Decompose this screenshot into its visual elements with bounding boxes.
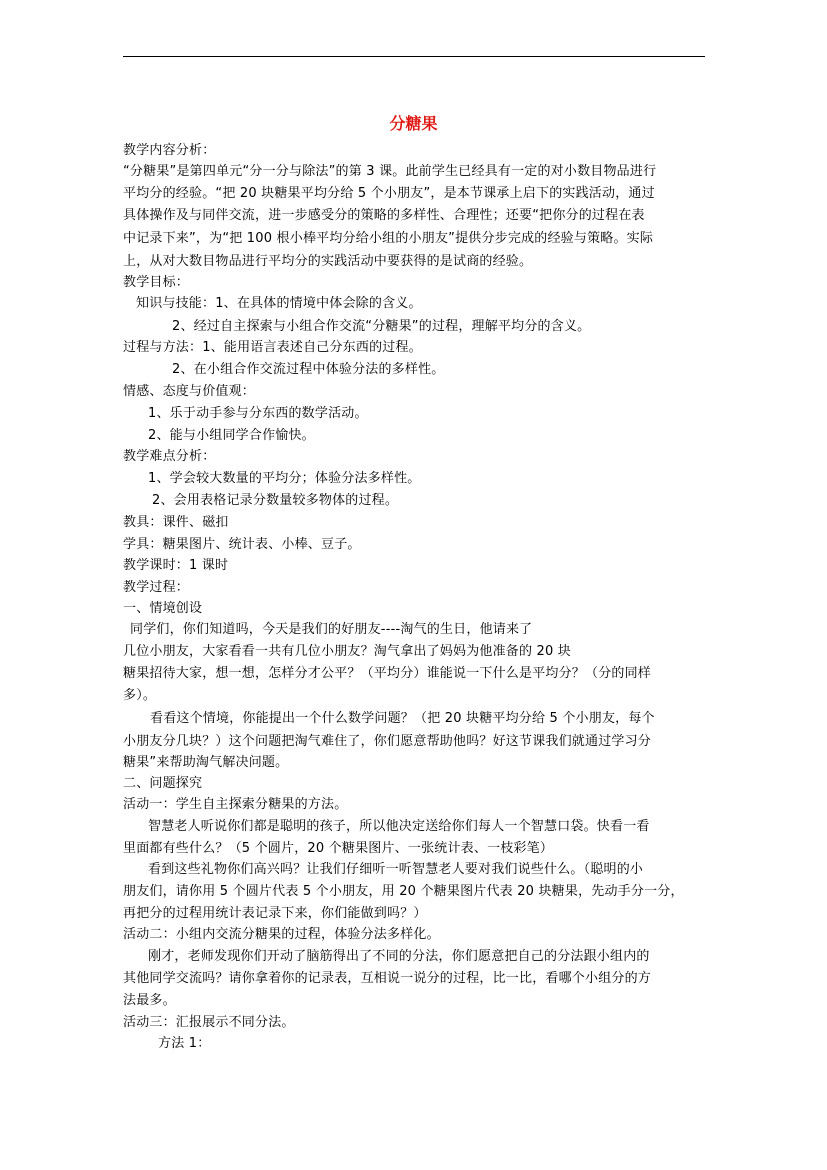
text-line: 糖果招待大家，想一想，怎样分才公平？（平均分）谁能说一下什么是平均分？（分的同样 — [123, 666, 652, 681]
text-line: 朋友们，请你用 5 个圆片代表 5 个小朋友，用 20 个糖果图片代表 20 块糖果，先动手分一分， — [123, 884, 684, 899]
text-line: 活动三：汇报展示不同分法。 — [123, 1015, 295, 1030]
text-line: 平均分的经验。“把 20 块糖果平均分给 5 个小朋友”，是本节课承上启下的实践活动，通过 — [123, 186, 655, 201]
text-line: 其他同学交流吗？请你拿着你的记录表，互相说一说分的过程，比一比，看哪个小组分的方 — [123, 971, 652, 986]
text-line: 情感、态度与价值观： — [123, 384, 256, 399]
text-line: 教学难点分析： — [123, 449, 216, 464]
text-line: 教学课时：1 课时 — [123, 558, 229, 573]
text-line: 法最多。 — [123, 993, 176, 1008]
text-line: 具体操作及与同伴交流，进一步感受分的策略的多样性、合理性；还要“把你分的过程在表 — [123, 208, 645, 223]
text-line: 教学目标： — [123, 275, 190, 290]
text-line: 2、在小组合作交流过程中体验分法的多样性。 — [172, 362, 445, 377]
text-line: 1、学会较大数量的平均分；体验分法多样性。 — [148, 471, 421, 486]
text-line: 教学过程： — [123, 580, 190, 595]
text-line: 1、乐于动手参与分东西的数学活动。 — [148, 406, 368, 421]
text-line: 上，从对大数目物品进行平均分的实践活动中要获得的是试商的经验。 — [123, 254, 533, 269]
text-line: 活动二：小组内交流分糖果的过程，体验分法多样化。 — [123, 927, 440, 942]
text-line: 多）。 — [123, 688, 157, 703]
text-line: 里面都有些什么？（5 个圆片，20 个糖果图片、一张统计表、一枝彩笔） — [123, 841, 554, 856]
text-line: 方法 1： — [158, 1036, 211, 1051]
text-line: 2、会用表格记录分数量较多物体的过程。 — [152, 493, 399, 508]
text-line: 2、能与小组同学合作愉快。 — [148, 428, 315, 443]
text-line: 中记录下来”，为“把 100 根小棒平均分给小组的小朋友”提供分步完成的经验与策略。实际 — [123, 231, 654, 246]
text-line: 智慧老人听说你们都是聪明的孩子，所以他决定送给你们每人一个智慧口袋。快看一看 — [148, 819, 650, 834]
text-line: 糖果”来帮助淘气解决问题。 — [123, 755, 289, 770]
text-line: 教学内容分析： — [123, 143, 216, 158]
text-line: 看看这个情境，你能提出一个什么数学问题？（把 20 块糖平均分给 5 个小朋友，每个 — [150, 711, 655, 726]
text-line: 几位小朋友，大家看看一共有几位小朋友？淘气拿出了妈妈为他准备的 20 块 — [123, 644, 572, 659]
text-line: 知识与技能：1、在具体的情境中体会除的含义。 — [136, 296, 422, 311]
text-line: 刚才，老师发现你们开动了脑筋得出了不同的分法，你们愿意把自己的分法跟小组内的 — [148, 949, 650, 964]
text-line: 学具：糖果图片、统计表、小棒、豆子。 — [123, 537, 361, 552]
text-line: 一、情境创设 — [123, 601, 203, 616]
text-line: 过程与方法：1、能用语言表述自己分东西的过程。 — [123, 340, 422, 355]
text-line: 2、经过自主探索与小组合作交流“分糖果”的过程，理解平均分的含义。 — [172, 319, 591, 334]
text-line: 小朋友分几块？）这个问题把淘气难住了，你们愿意帮助他吗？好这节课我们就通过学习分 — [123, 734, 652, 749]
text-line: 教具：课件、磁扣 — [123, 515, 229, 530]
text-line: “分糖果”是第四单元“分一分与除法”的第 3 课。此前学生已经具有一定的对小数目物品进行 — [123, 164, 657, 179]
text-line: 看到这些礼物你们高兴吗？让我们仔细听一听智慧老人要对我们说些什么。（聪明的小 — [148, 862, 644, 877]
header-rule — [123, 56, 705, 57]
text-line: 同学们，你们知道吗，今天是我们的好朋友----淘气的生日，他请来了 — [130, 622, 533, 637]
text-line: 再把分的过程用统计表记录下来，你们能做到吗？） — [123, 906, 427, 921]
text-line: 二、问题探究 — [123, 776, 203, 791]
document-title: 分糖果 — [389, 114, 438, 133]
text-line: 活动一：学生自主探索分糖果的方法。 — [123, 797, 348, 812]
